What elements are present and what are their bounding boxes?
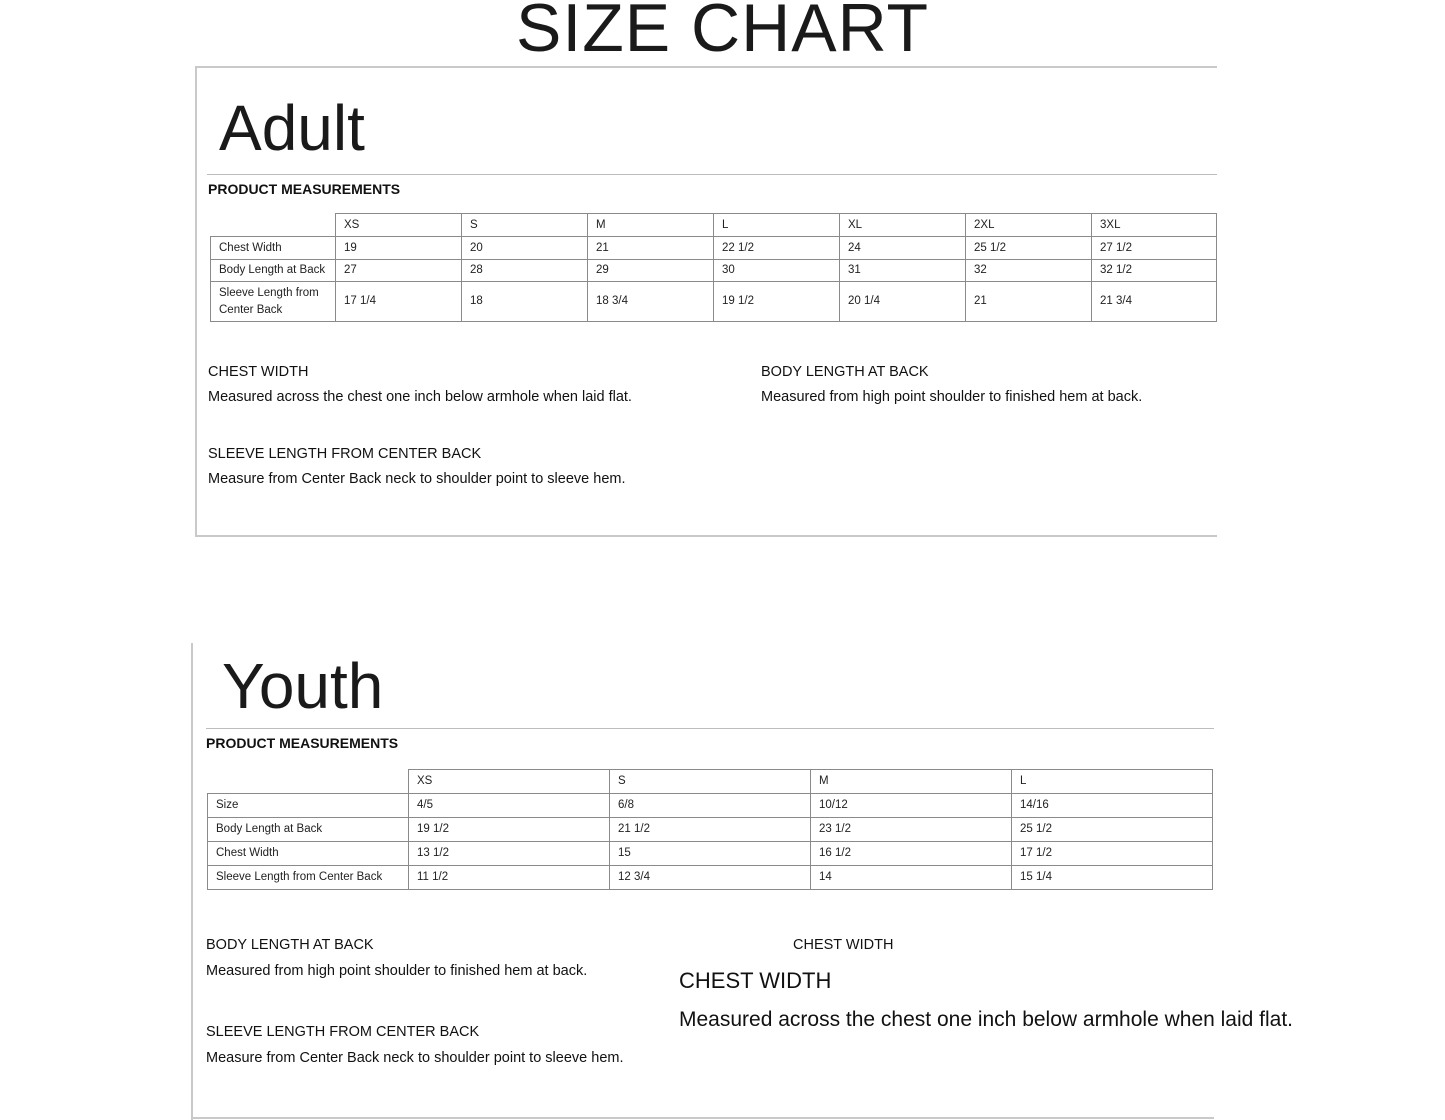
youth-row-sleeve-length	[208, 866, 1213, 890]
youth-size-header-row	[208, 770, 1213, 794]
youth-corner-cell	[208, 770, 409, 794]
adult-cell: 29	[588, 260, 714, 282]
adult-cell: 20	[462, 237, 588, 260]
youth-cell: 19 1/2	[409, 818, 610, 842]
adult-panel-left-border	[195, 66, 197, 536]
adult-corner-cell	[211, 214, 336, 237]
adult-cell: 21	[966, 282, 1092, 322]
youth-panel-left-border	[191, 643, 193, 1120]
adult-heading-rule	[207, 174, 1217, 175]
adult-size-header: XS	[336, 214, 462, 237]
adult-size-header-row	[211, 214, 1217, 237]
adult-row-label-line: Center Back	[219, 303, 283, 316]
youth-chest-width-description: Measured across the chest one inch below armhole when laid flat.	[679, 1008, 1294, 1031]
youth-row-label: Chest Width	[208, 842, 409, 866]
youth-cell: 15 1/4	[1012, 866, 1213, 890]
adult-row-label-line: Sleeve Length from	[219, 286, 319, 299]
adult-sleeve-length-heading: SLEEVE LENGTH FROM CENTER BACK	[208, 446, 482, 462]
adult-cell: 27 1/2	[1092, 237, 1217, 260]
youth-cell: 6/8	[610, 794, 811, 818]
adult-cell: 22 1/2	[714, 237, 840, 260]
youth-sleeve-length-heading: SLEEVE LENGTH FROM CENTER BACK	[206, 1024, 480, 1040]
adult-row-sleeve-length	[211, 282, 1217, 322]
youth-size-header: L	[1012, 770, 1213, 794]
youth-cell: 25 1/2	[1012, 818, 1213, 842]
adult-chest-width-description: Measured across the chest one inch below armhole when laid flat.	[208, 389, 632, 405]
adult-row-label: Chest Width	[211, 237, 336, 260]
adult-size-header: S	[462, 214, 588, 237]
youth-heading: Youth	[222, 650, 384, 722]
youth-measurements-label: PRODUCT MEASUREMENTS	[206, 735, 399, 751]
adult-size-header: 2XL	[966, 214, 1092, 237]
adult-heading: Adult	[219, 92, 365, 164]
adult-cell: 20 1/4	[840, 282, 966, 322]
youth-panel-bottom-border	[191, 1117, 1214, 1119]
adult-cell: 21 3/4	[1092, 282, 1217, 322]
adult-cell: 21	[588, 237, 714, 260]
youth-cell: 15	[610, 842, 811, 866]
youth-cell: 10/12	[811, 794, 1012, 818]
youth-row-label: Size	[208, 794, 409, 818]
youth-cell: 12 3/4	[610, 866, 811, 890]
youth-cell: 23 1/2	[811, 818, 1012, 842]
adult-body-length-description: Measured from high point shoulder to finished hem at back.	[761, 389, 1143, 405]
youth-cell: 13 1/2	[409, 842, 610, 866]
adult-cell: 25 1/2	[966, 237, 1092, 260]
youth-chest-width-heading: CHEST WIDTH	[679, 968, 832, 993]
youth-row-chest-width	[208, 842, 1213, 866]
youth-body-length-description: Measured from high point shoulder to finished hem at back.	[206, 963, 588, 979]
youth-body-length-heading: BODY LENGTH AT BACK	[206, 937, 374, 953]
adult-cell: 27	[336, 260, 462, 282]
youth-size-header: S	[610, 770, 811, 794]
youth-cell: 16 1/2	[811, 842, 1012, 866]
adult-size-header: L	[714, 214, 840, 237]
youth-heading-rule	[206, 728, 1214, 729]
adult-row-body-length	[211, 260, 1217, 282]
adult-sleeve-length-description: Measure from Center Back neck to shoulder point to sleeve hem.	[208, 471, 626, 487]
adult-cell: 18 3/4	[588, 282, 714, 322]
adult-measurements-table	[210, 213, 1217, 322]
adult-cell: 18	[462, 282, 588, 322]
page-title: SIZE CHART	[515, 0, 930, 66]
youth-row-label: Body Length at Back	[208, 818, 409, 842]
youth-cell: 14/16	[1012, 794, 1213, 818]
adult-panel-top-border	[195, 66, 1217, 68]
adult-cell: 31	[840, 260, 966, 282]
adult-cell: 28	[462, 260, 588, 282]
adult-cell: 32	[966, 260, 1092, 282]
youth-size-header: M	[811, 770, 1012, 794]
adult-cell: 19	[336, 237, 462, 260]
adult-cell: 19 1/2	[714, 282, 840, 322]
youth-cell: 21 1/2	[610, 818, 811, 842]
adult-row-label: Body Length at Back	[211, 260, 336, 282]
youth-cell: 17 1/2	[1012, 842, 1213, 866]
adult-cell: 24	[840, 237, 966, 260]
adult-row-chest-width	[211, 237, 1217, 260]
adult-size-header: M	[588, 214, 714, 237]
youth-row-body-length	[208, 818, 1213, 842]
adult-cell: 32 1/2	[1092, 260, 1217, 282]
adult-size-header: 3XL	[1092, 214, 1217, 237]
adult-row-label	[211, 282, 336, 322]
youth-cell: 4/5	[409, 794, 610, 818]
youth-cell: 11 1/2	[409, 866, 610, 890]
adult-cell: 30	[714, 260, 840, 282]
youth-chest-width-small-heading: CHEST WIDTH	[793, 937, 894, 953]
adult-body-length-heading: BODY LENGTH AT BACK	[761, 364, 929, 380]
youth-row-label: Sleeve Length from Center Back	[208, 866, 409, 890]
adult-chest-width-heading: CHEST WIDTH	[208, 364, 309, 380]
youth-size-header: XS	[409, 770, 610, 794]
adult-panel-bottom-border	[195, 535, 1217, 537]
youth-measurements-table	[207, 769, 1213, 890]
adult-measurements-label: PRODUCT MEASUREMENTS	[208, 181, 401, 197]
adult-cell: 17 1/4	[336, 282, 462, 322]
youth-cell: 14	[811, 866, 1012, 890]
adult-size-header: XL	[840, 214, 966, 237]
youth-sleeve-length-description: Measure from Center Back neck to shoulder point to sleeve hem.	[206, 1050, 624, 1066]
youth-row-size	[208, 794, 1213, 818]
